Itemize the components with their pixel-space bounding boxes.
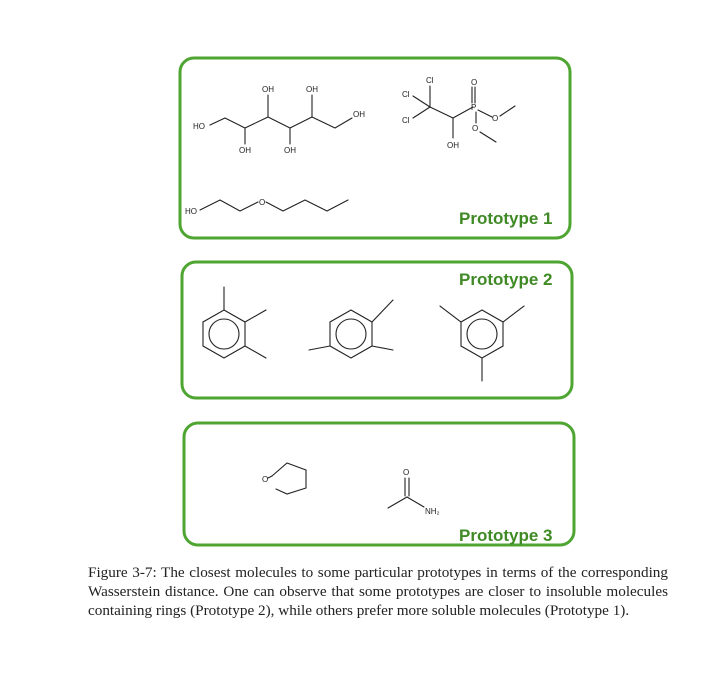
molecule-hexitol	[210, 95, 352, 144]
atom-label: OH	[284, 146, 296, 155]
atom-label: O	[472, 124, 479, 133]
atom-label: P	[471, 103, 477, 112]
molecule-ether	[200, 200, 348, 211]
atom-label: O	[403, 468, 410, 477]
molecule-tetrahydrofuran	[268, 463, 306, 494]
atom-label: Cl	[426, 76, 434, 85]
prototype-1-label: Prototype 1	[459, 209, 553, 228]
atom-label: Cl	[402, 116, 410, 125]
atom-label: OH	[306, 85, 318, 94]
prototype-1-atoms	[185, 76, 498, 216]
atom-label: HO	[185, 207, 197, 216]
molecule-acetamide	[388, 478, 424, 508]
atom-label: OH	[447, 141, 459, 150]
molecule-trimethylbenzene-2	[309, 300, 393, 358]
prototype-3-atoms	[262, 468, 440, 516]
atom-label: NH₂	[425, 507, 440, 516]
prototype-3-label: Prototype 3	[459, 526, 553, 545]
atom-label: OH	[353, 110, 365, 119]
atom-label: Cl	[402, 90, 410, 99]
molecule-phosphonate	[413, 86, 515, 142]
atom-label: O	[262, 475, 269, 484]
molecule-mesitylene	[440, 306, 524, 381]
molecule-trimethylbenzene-1	[203, 287, 266, 358]
figure-caption: Figure 3-7: The closest molecules to some particular prototypes in terms of the corresponding Wasserstein distance. One can observe that some prototypes are closer to insoluble molecules containing rings (Prototype 2), while others prefer more soluble molecules (Prototype 1).	[88, 564, 668, 619]
atom-label: HO	[193, 122, 205, 131]
prototype-2-label: Prototype 2	[459, 270, 553, 289]
atom-label: O	[259, 198, 266, 207]
atom-label: OH	[262, 85, 274, 94]
atom-label: OH	[239, 146, 251, 155]
atom-label: O	[492, 114, 499, 123]
atom-label: O	[471, 78, 478, 87]
